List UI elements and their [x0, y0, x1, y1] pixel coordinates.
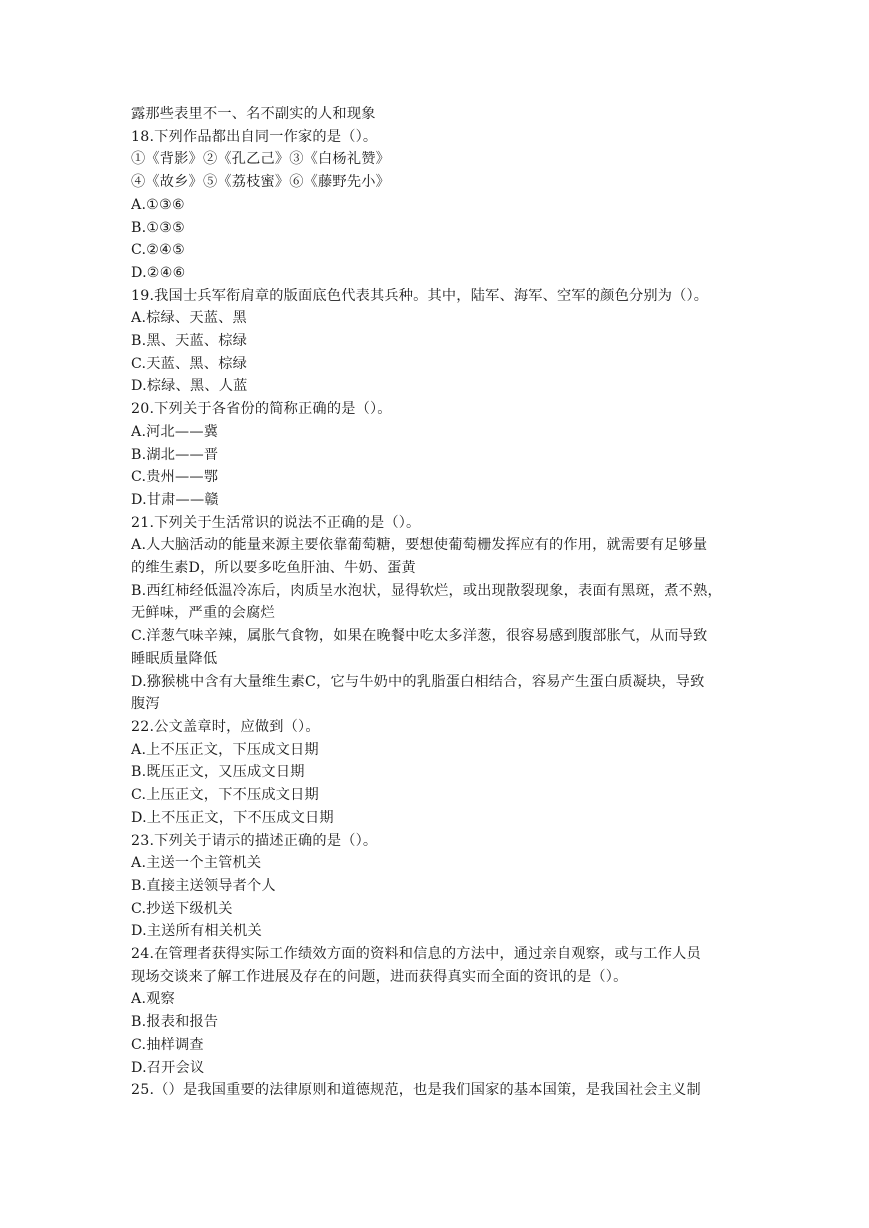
question-20-option-b: B.湖北——晋	[131, 446, 219, 463]
question-18-option-d: D.②④⑥	[131, 264, 186, 281]
question-23-stem: 23.下列关于请示的描述正确的是（）。	[131, 832, 378, 849]
question-18-stem: 18.下列作品都出自同一作家的是（）。	[131, 128, 378, 145]
question-21-option-c-line-2: 睡眠质量降低	[131, 650, 218, 667]
question-25-stem: 25.（）是我国重要的法律原则和道德规范，也是我们国家的基本国策，是我国社会主义制	[131, 1082, 701, 1099]
question-19-option-a: A.棕绿、天蓝、黑	[131, 310, 247, 327]
question-18-works-1: ①《背影》②《孔乙己》③《白杨礼赞》	[131, 151, 390, 168]
question-21-option-d-line-2: 腹泻	[131, 696, 160, 713]
question-22-option-a: A.上不压正文，下压成文日期	[131, 741, 319, 758]
question-18-works-2: ④《故乡》⑤《荔枝蜜》⑥《藤野先小》	[131, 174, 390, 191]
question-24-option-b: B.报表和报告	[131, 1014, 219, 1031]
text-line: 露那些表里不一、名不副实的人和现象	[131, 106, 376, 122]
question-20-stem: 20.下列关于各省份的简称正确的是（）。	[131, 401, 392, 418]
question-22-option-d: D.上不压正文，下不压成文日期	[131, 809, 334, 826]
question-21-option-b-line-2: 无鲜味，严重的会腐烂	[131, 605, 275, 622]
question-23-option-a: A.主送一个主管机关	[131, 855, 262, 872]
question-19-stem: 19.我国士兵军衔肩章的版面底色代表其兵种。其中，陆军、海军、空军的颜色分别为（）。	[131, 287, 709, 304]
question-24-option-d: D.召开会议	[131, 1059, 205, 1076]
question-23-option-d: D.主送所有相关机关	[131, 923, 262, 940]
question-24-option-c: C.抽样调查	[131, 1036, 204, 1053]
question-22-option-c: C.上压正文，下不压成文日期	[131, 787, 319, 804]
question-23-option-b: B.直接主送领导者个人	[131, 877, 276, 894]
question-20-option-d: D.甘肃——赣	[131, 491, 219, 508]
question-24-stem-line-1: 24.在管理者获得实际工作绩效方面的资料和信息的方法中，通过亲自观察，或与工作人员	[131, 946, 701, 963]
question-21-option-a-line-1: A.人大脑活动的能量来源主要依靠葡萄糖，要想使葡萄栅发挥应有的作用，就需要有足够量	[131, 537, 708, 554]
question-20-option-c: C.贵州——鄂	[131, 469, 219, 486]
question-22-option-b: B.既压正文，又压成文日期	[131, 764, 305, 781]
question-19-option-d: D.棕绿、黑、人蓝	[131, 378, 248, 395]
question-18-option-a: A.①③⑥	[131, 196, 185, 213]
question-22-stem: 22.公文盖章时，应做到（）。	[131, 718, 320, 735]
question-21-option-c-line-1: C.洋葱气味辛辣，属胀气食物，如果在晚餐中吃太多洋葱，很容易感到腹部胀气，从而导致	[131, 628, 708, 645]
question-18-option-b: B.①③⑤	[131, 219, 186, 236]
question-18-option-c: C.②④⑤	[131, 242, 186, 259]
question-21-stem: 21.下列关于生活常识的说法不正确的是（）。	[131, 514, 421, 531]
document-page	[131, 103, 743, 1102]
question-21-option-d-line-1: D.猕猴桃中含有大量维生素C，它与牛奶中的乳脂蛋白相结合，容易产生蛋白质凝块，导致	[131, 673, 705, 690]
question-21-option-a-line-2: 的维生素D，所以要多吃鱼肝油、牛奶、蛋黄	[131, 560, 416, 577]
question-24-stem-line-2: 现场交谈来了解工作进展及存在的问题，进而获得真实而全面的资讯的是（）。	[131, 968, 628, 985]
question-23-option-c: C.抄送下级机关	[131, 900, 233, 917]
question-24-option-a: A.观察	[131, 991, 175, 1008]
question-20-option-a: A.河北——冀	[131, 423, 219, 440]
question-19-option-b: B.黑、天蓝、棕绿	[131, 333, 248, 350]
question-19-option-c: C.天蓝、黑、棕绿	[131, 355, 247, 372]
question-21-option-b-line-1: B.西红柿经低温冷冻后，肉质呈水泡状，显得软烂，或出现散裂现象，表面有黑斑，煮不熟，	[131, 582, 722, 599]
